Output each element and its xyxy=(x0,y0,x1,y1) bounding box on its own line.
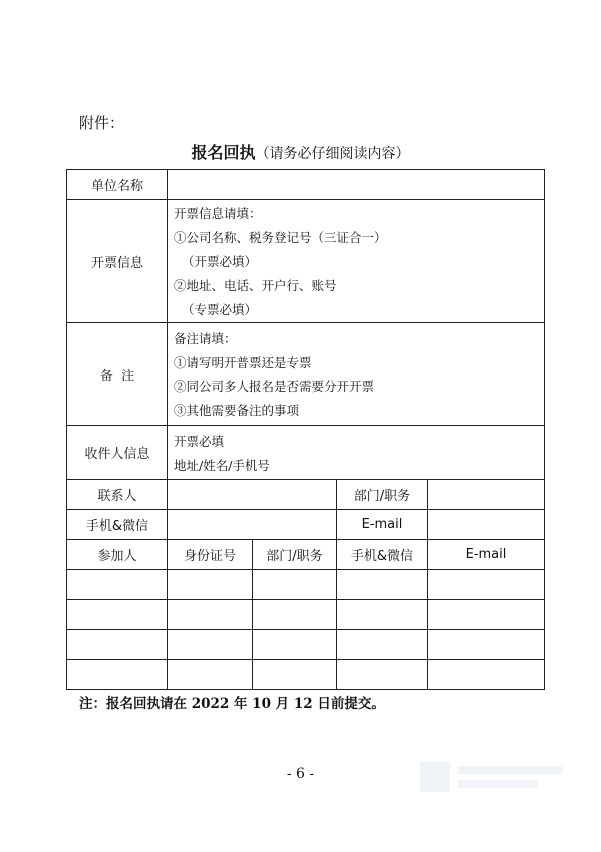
row-invoice xyxy=(67,200,545,323)
row-recipient xyxy=(67,426,545,480)
contact-label: 联系人 xyxy=(67,480,168,510)
participant-cell[interactable] xyxy=(253,660,337,690)
participant-cell[interactable] xyxy=(168,660,253,690)
recipient-label: 收件人信息 xyxy=(67,426,168,480)
title-sub: （请务必仔细阅读内容） xyxy=(255,146,410,162)
page-number: - 6 - xyxy=(286,766,315,782)
submission-note: 注：报名回执请在 2022 年 10 月 12 日前提交。 xyxy=(79,696,385,712)
participant-cell[interactable] xyxy=(253,600,337,630)
participant-row xyxy=(67,600,545,630)
invoice-field[interactable] xyxy=(168,200,545,323)
unit-name-field[interactable] xyxy=(168,170,545,200)
participant-cell[interactable] xyxy=(428,570,545,600)
remarks-field[interactable] xyxy=(168,323,545,426)
recipient-line: 开票必填 xyxy=(174,433,225,449)
participant-cell[interactable] xyxy=(428,630,545,660)
phone-label: 手机&微信 xyxy=(67,510,168,540)
remarks-line: ②同公司多人报名是否需要分开开票 xyxy=(174,379,375,394)
phone-field[interactable] xyxy=(168,510,337,540)
participants-header-name: 参加人 xyxy=(67,540,168,570)
participant-cell[interactable] xyxy=(67,600,168,630)
invoice-line: （开票必填） xyxy=(182,254,258,269)
row-unit-name xyxy=(67,170,545,200)
invoice-line: （专票必填） xyxy=(182,302,258,317)
participants-header-dept: 部门/职务 xyxy=(253,540,337,570)
participants-header-row xyxy=(67,540,545,570)
participant-row xyxy=(67,660,545,690)
registration-form-table xyxy=(66,169,545,690)
invoice-line: ①公司名称、税务登记号（三证合一） xyxy=(174,230,387,245)
row-phone xyxy=(67,510,545,540)
contact-field[interactable] xyxy=(168,480,337,510)
invoice-line: ②地址、电话、开户行、账号 xyxy=(174,278,337,293)
participant-cell[interactable] xyxy=(67,660,168,690)
participant-cell[interactable] xyxy=(168,630,253,660)
participant-cell[interactable] xyxy=(67,570,168,600)
contact-dept-field[interactable] xyxy=(428,480,545,510)
row-contact xyxy=(67,480,545,510)
remarks-line: 备注请填： xyxy=(174,331,237,346)
participant-row xyxy=(67,630,545,660)
participant-cell[interactable] xyxy=(67,630,168,660)
participant-row xyxy=(67,570,545,600)
participant-cell[interactable] xyxy=(428,600,545,630)
row-remarks xyxy=(67,323,545,426)
participant-cell[interactable] xyxy=(168,570,253,600)
participant-cell[interactable] xyxy=(337,660,428,690)
title-main: 报名回执 xyxy=(191,143,256,162)
participant-cell[interactable] xyxy=(428,660,545,690)
remarks-label: 备 注 xyxy=(67,323,168,426)
participants-header-email: E-mail xyxy=(428,540,545,570)
participant-cell[interactable] xyxy=(168,600,253,630)
participant-cell[interactable] xyxy=(253,630,337,660)
contact-dept-label: 部门/职务 xyxy=(337,480,428,510)
recipient-field[interactable] xyxy=(168,426,545,480)
participants-header-phone: 手机&微信 xyxy=(337,540,428,570)
form-title xyxy=(0,140,601,163)
participants-header-id: 身份证号 xyxy=(168,540,253,570)
invoice-line: 开票信息请填： xyxy=(174,206,262,221)
email-label: E-mail xyxy=(337,510,428,540)
remarks-line: ①请写明开普票还是专票 xyxy=(174,355,312,370)
unit-name-label: 单位名称 xyxy=(67,170,168,200)
participant-cell[interactable] xyxy=(337,570,428,600)
participant-cell[interactable] xyxy=(253,570,337,600)
remarks-line: ③其他需要备注的事项 xyxy=(174,403,300,418)
participant-cell[interactable] xyxy=(337,600,428,630)
recipient-line: 地址/姓名/手机号 xyxy=(174,457,270,473)
watermark-logo xyxy=(418,756,568,800)
attachment-label: 附件： xyxy=(79,114,125,132)
email-field[interactable] xyxy=(428,510,545,540)
participant-cell[interactable] xyxy=(337,630,428,660)
invoice-label: 开票信息 xyxy=(67,200,168,323)
